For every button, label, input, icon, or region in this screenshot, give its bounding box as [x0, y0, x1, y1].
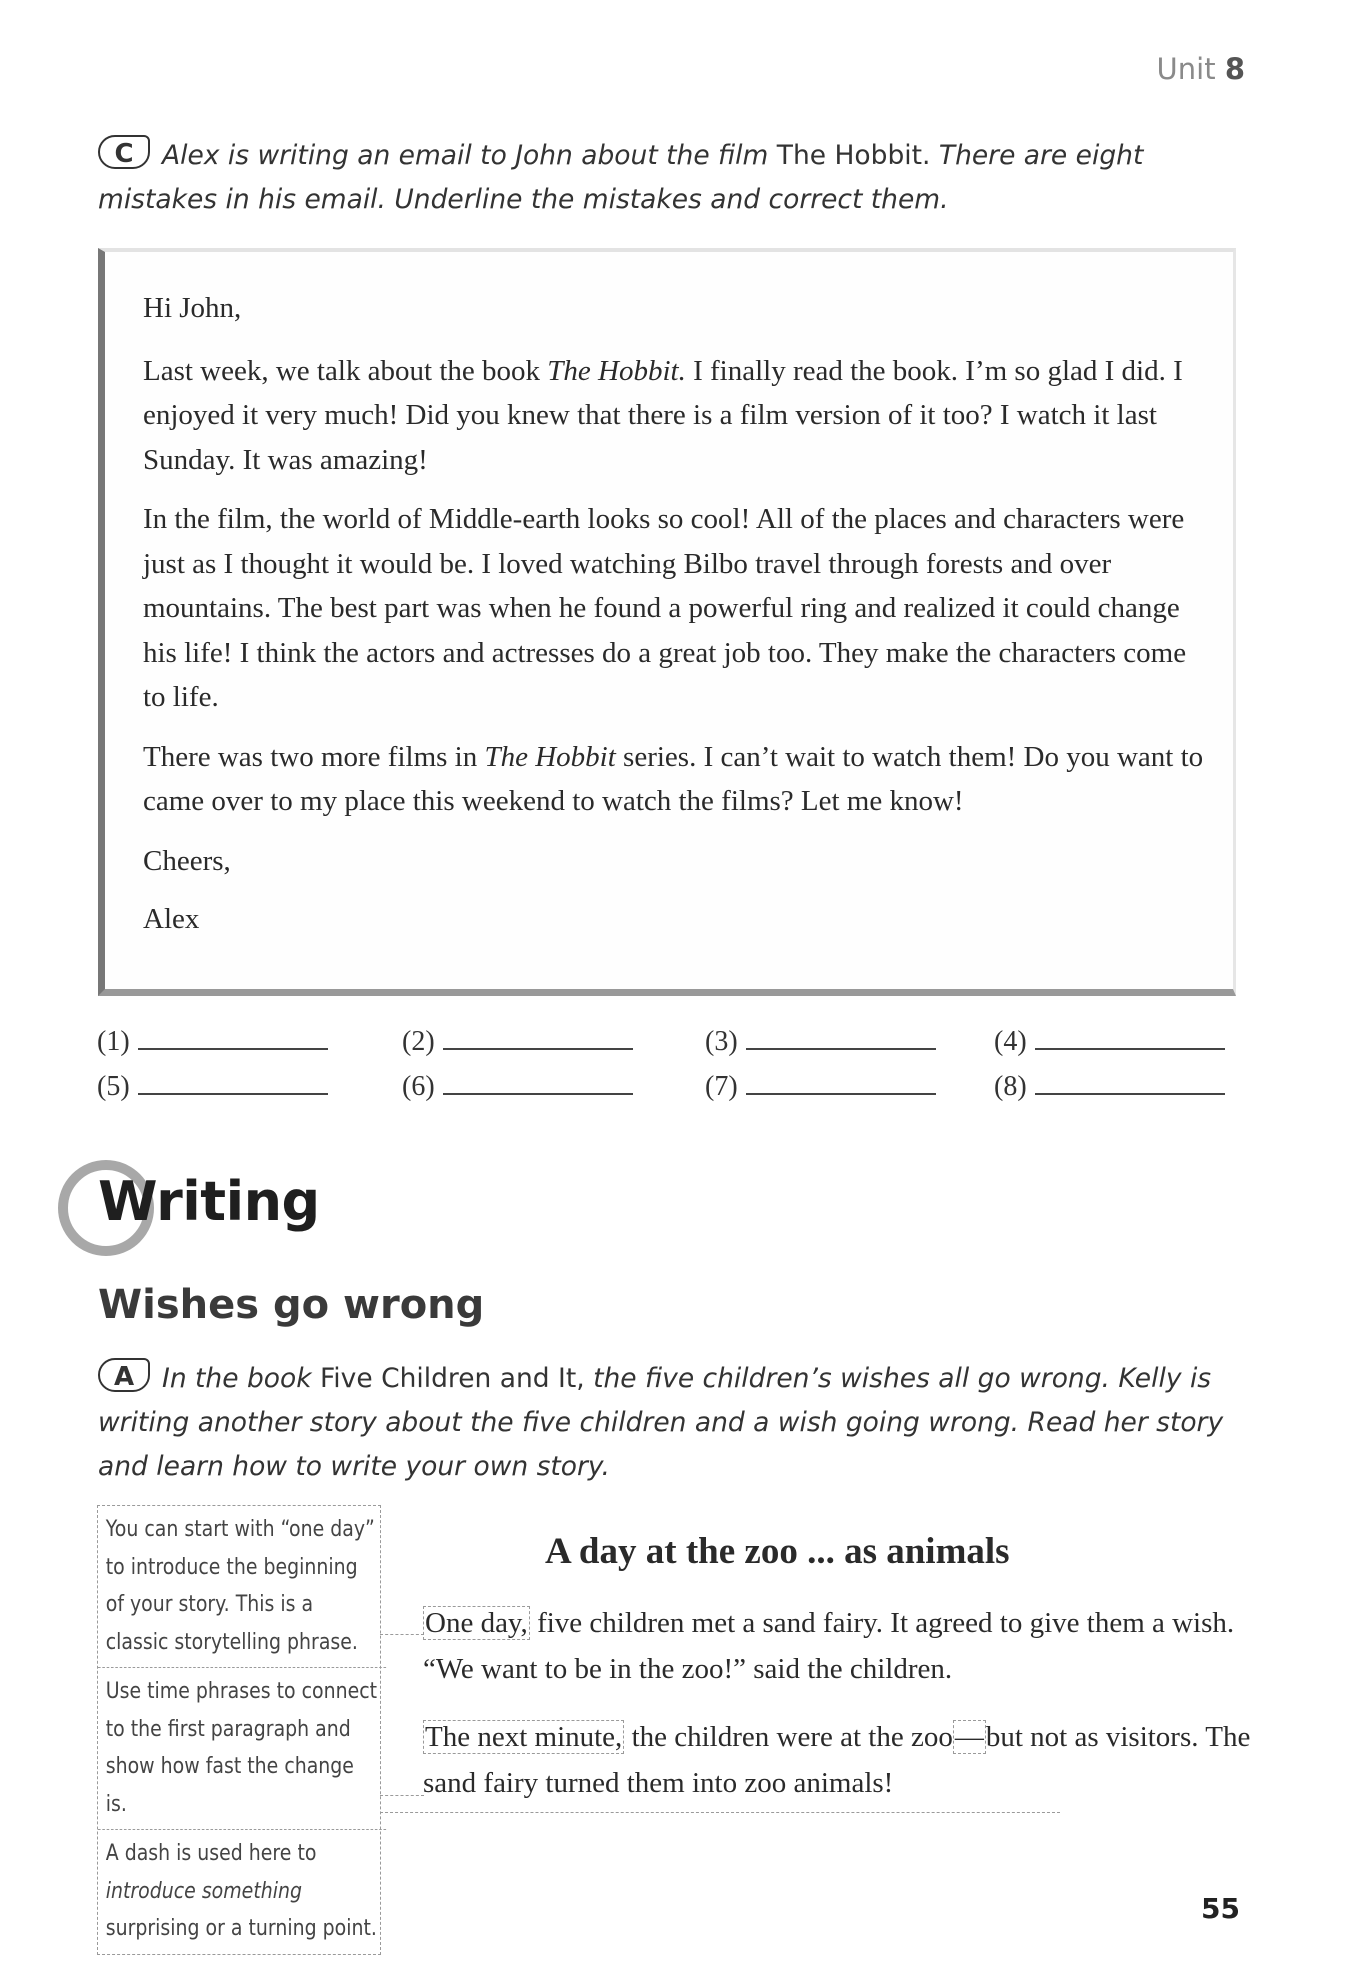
exercise-c-instruction: C Alex is writing an email to John about the film The Hobbit. There are eight mistakes in his email. Underline the mistakes and correct them. [98, 134, 1258, 222]
section-subtitle: Wishes go wrong [98, 1282, 485, 1328]
email-greeting: Hi John, [143, 292, 242, 324]
tip-connector-1 [380, 1634, 424, 1635]
exercise-badge-c: C [98, 135, 150, 169]
highlight-dash: — [954, 1721, 984, 1753]
tip-box-3: A dash is used here to introduce something surprising or a turning point. [98, 1829, 386, 1954]
tip-connector-2 [380, 1795, 424, 1796]
tip-box-2: Use time phrases to connect to the first paragraph and show how fast the change is. [98, 1667, 386, 1829]
story-title: A day at the zoo ... as animals [545, 1531, 1010, 1572]
answer-blank-1[interactable]: (1) [97, 1022, 328, 1058]
answer-blank-8[interactable]: (8) [994, 1067, 1225, 1103]
email-signature: Alex [143, 903, 200, 935]
exercise-badge-a: A [98, 1358, 150, 1392]
highlight-next-minute: The next minute, [425, 1721, 623, 1753]
answer-blank-2[interactable]: (2) [402, 1022, 633, 1058]
answer-blank-7[interactable]: (7) [705, 1067, 936, 1103]
answer-blank-4[interactable]: (4) [994, 1022, 1225, 1058]
tips-column [97, 1505, 381, 1955]
email-box [98, 248, 1236, 996]
exercise-a-instruction: A In the book Five Children and It, the five children’s wishes all go wrong. Kelly is writing another story about the five children and a wish going wrong. Read her story and learn how to write your own story. [98, 1357, 1258, 1489]
highlight-one-day: One day, [425, 1607, 528, 1639]
email-paragraph-2: In the film, the world of Middle-earth looks so cool! All of the places and characters were just as I thought it would be. I loved watching Bilbo travel through forests and over mountains. The best part was when he found a powerful ring and realized it could change his life! I think the actors and actresses do a great job too. They make the characters come to life. [143, 503, 1187, 713]
unit-label: Unit 8 [1156, 52, 1245, 86]
answer-blank-5[interactable]: (5) [97, 1067, 328, 1103]
story-paragraph-2: The next minute, the children were at the zoo—but not as visitors. The sand fairy turned them into zoo animals! [423, 1721, 1251, 1799]
answer-blank-3[interactable]: (3) [705, 1022, 936, 1058]
email-paragraph-3: There was two more films in The Hobbit series. I can’t wait to watch them! Do you want to came over to my place this weekend to watch the films? Let me know! [143, 740, 1204, 817]
answer-blank-6[interactable]: (6) [402, 1067, 633, 1103]
email-paragraph-1: Last week, we talk about the book The Hobbit. I finally read the book. I’m so glad I did. I enjoyed it very much! Did you knew that there is a film version of it too? I watch it last Sunday. It was amazing! [143, 354, 1183, 476]
email-body [143, 286, 1213, 957]
story-paragraph-1: One day, five children met a sand fairy. It agreed to give them a wish. “We want to be in the zoo!” said the children. [423, 1607, 1235, 1685]
section-title: Writing [98, 1170, 320, 1233]
page-number: 55 [1201, 1892, 1240, 1925]
story-body [423, 1600, 1263, 1828]
tip-box-1: You can start with “one day” to introduce the beginning of your story. This is a classic storytelling phrase. [105, 1517, 375, 1655]
email-closing: Cheers, [143, 844, 231, 877]
